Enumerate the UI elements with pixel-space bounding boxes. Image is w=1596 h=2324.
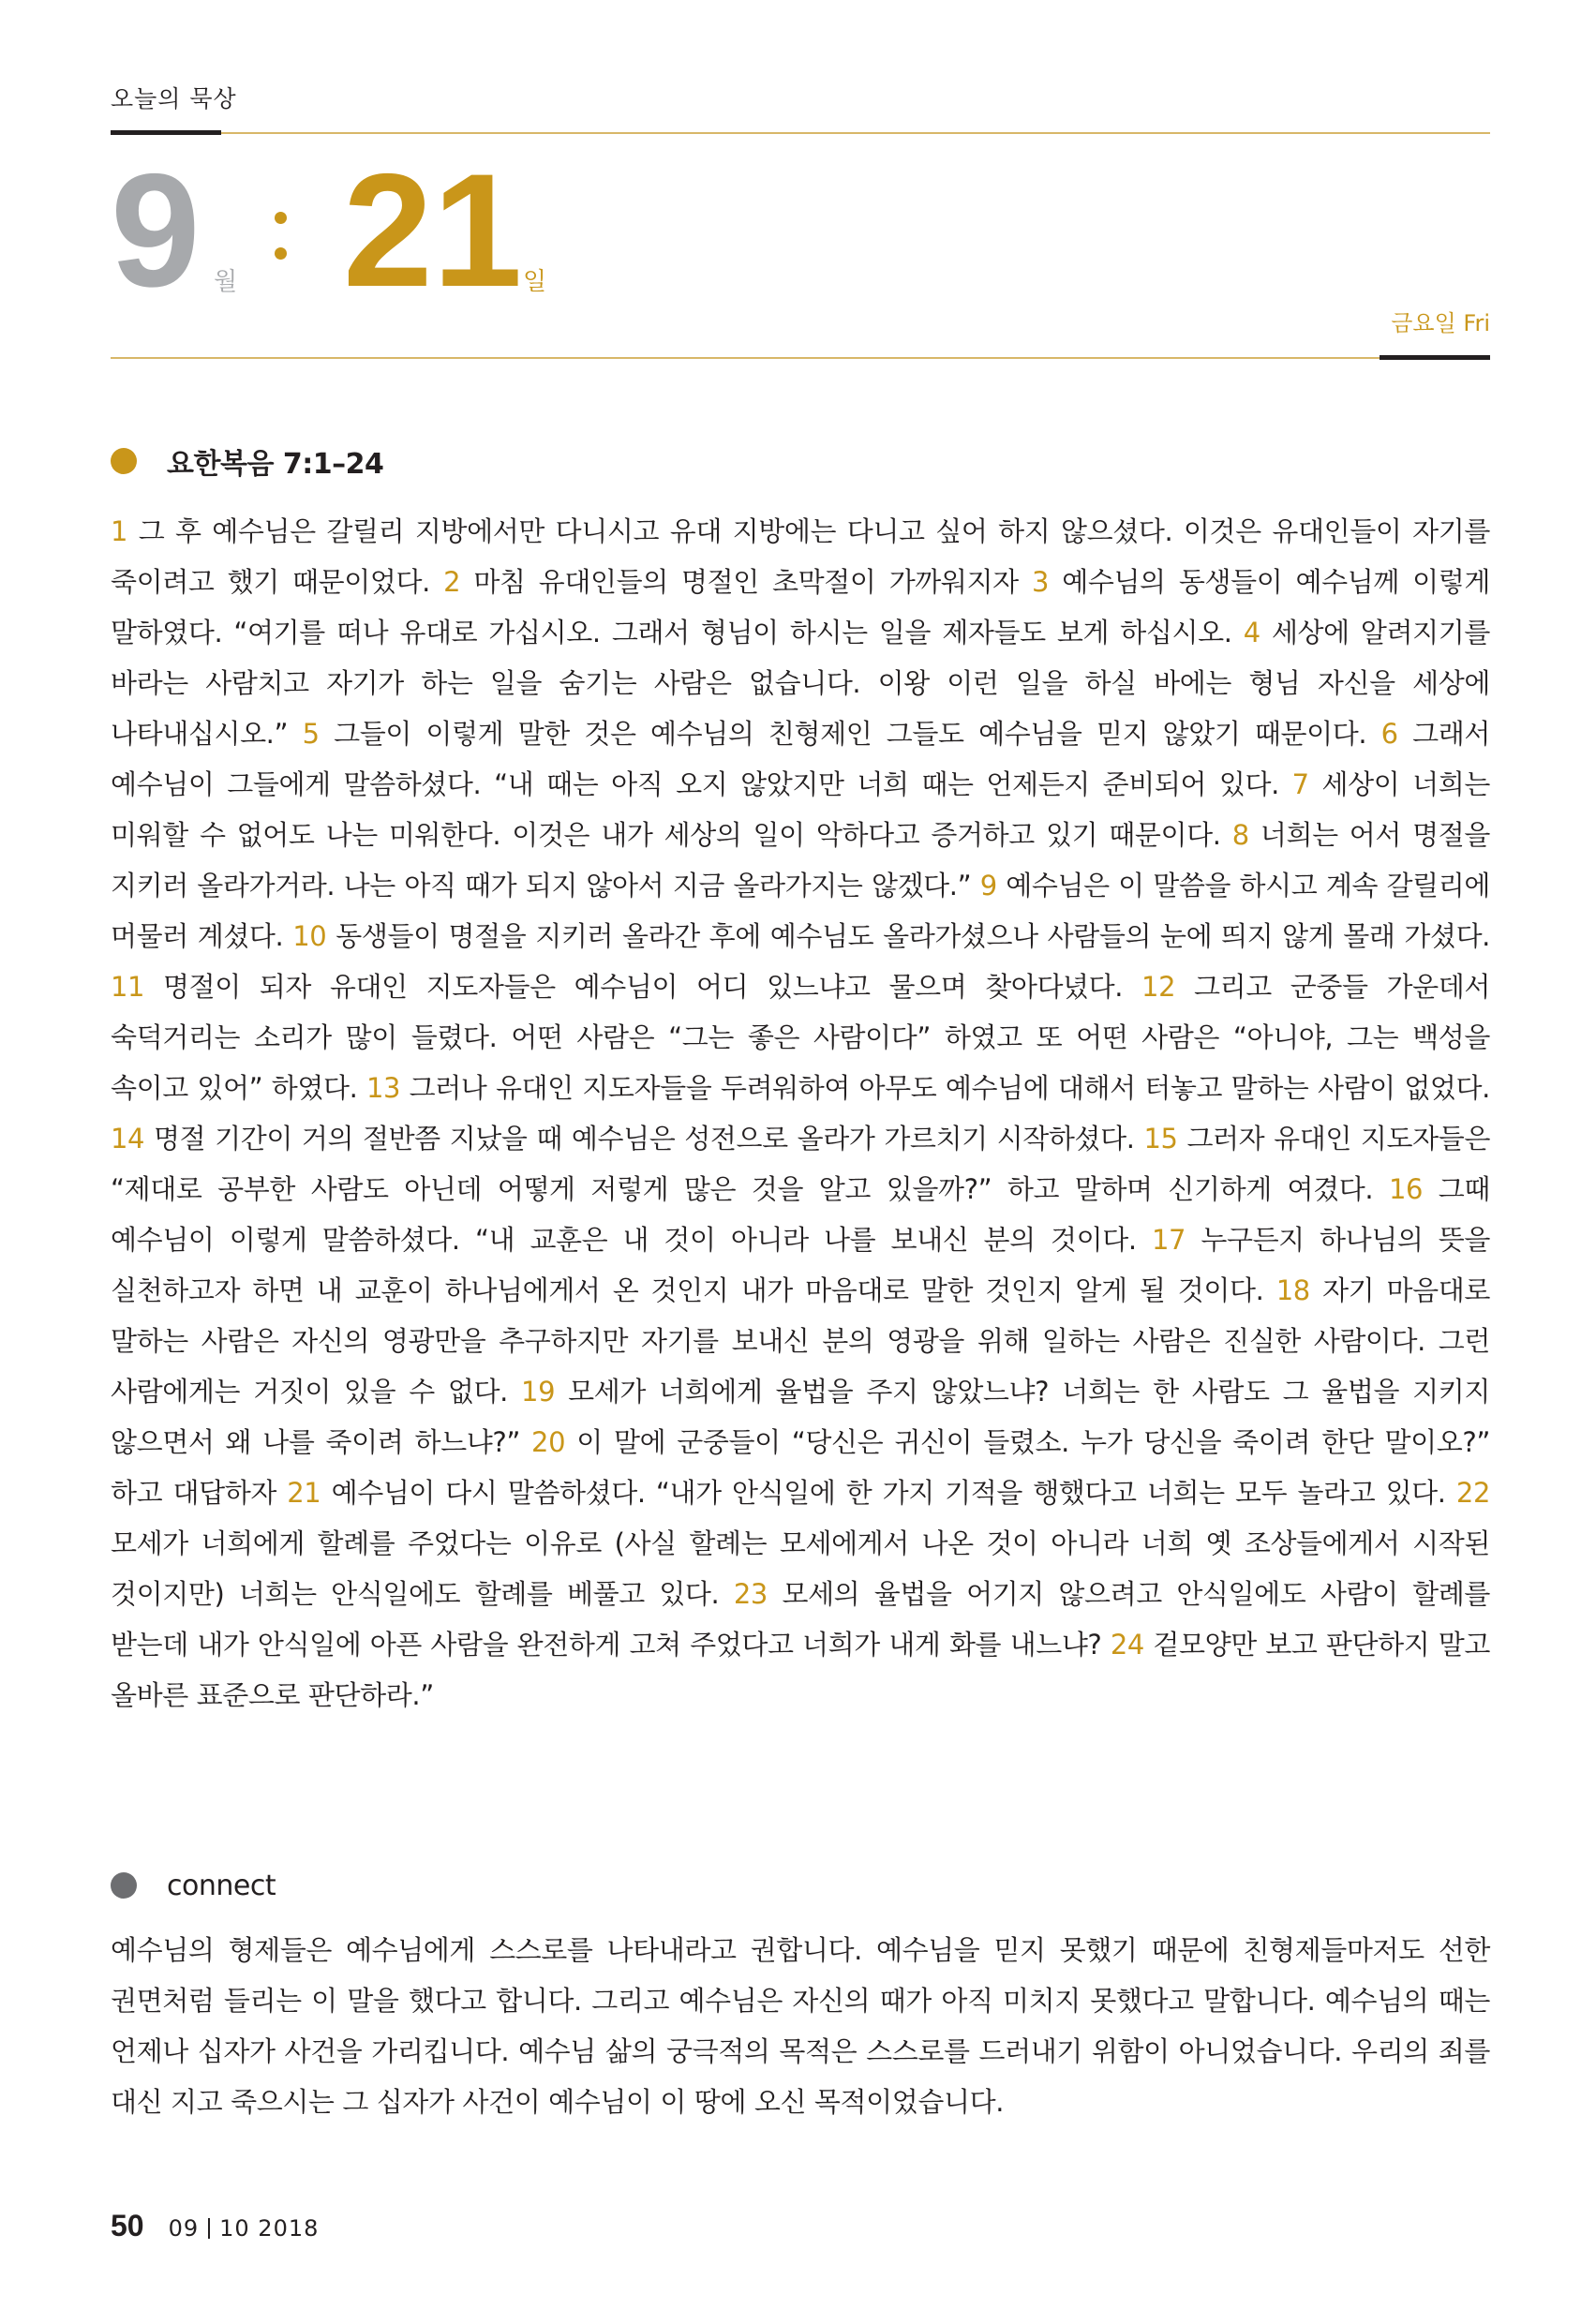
verse-text: 명절이 되자 유대인 지도자들은 예수님이 어디 있느냐고 물으며 찾아다녔다. xyxy=(163,971,1124,1003)
verse-text: 세상이 너희는 미워할 수 없어도 나는 미워한다. 이것은 내가 세상의 일이 악하다고 증거하고 있기 때문이다. xyxy=(111,768,1490,851)
verse-text: 명절 기간이 거의 절반쯤 지났을 때 예수님은 성전으로 올라가 가르치기 시작하셨다. xyxy=(154,1123,1135,1155)
verse-number: 10 xyxy=(292,920,327,952)
verse-text: 그래서 예수님이 그들에게 말씀하셨다. “내 때는 아직 오지 않았지만 너희 때는 언제든지 준비되어 있다. xyxy=(111,718,1491,800)
verse-number: 11 xyxy=(111,971,145,1003)
verse-text: 마침 유대인들의 명절인 초막절이 가까워지자 xyxy=(473,566,1019,598)
day-number: 21 xyxy=(343,141,523,320)
scripture-reference: 요한복음 7:1–24 xyxy=(167,448,384,481)
weekday-label: 금요일 Fri xyxy=(1391,310,1490,336)
verse-text: 자기 마음대로 말하는 사람은 자신의 영광만을 추구하지만 자기를 보내신 분의 영광을 위해 일하는 사람은 진실한 사람이다. 그런 사람에게는 거짓이 있을 수 없다. xyxy=(111,1274,1490,1408)
verse-number: 7 xyxy=(1291,768,1309,800)
verse-number: 5 xyxy=(302,718,320,750)
verse-text: 그들이 이렇게 말한 것은 예수님의 친형제인 그들도 예수님을 믿지 않았기 때문이다. xyxy=(334,718,1367,750)
verse-number: 20 xyxy=(531,1426,566,1458)
verse-text: 동생들이 명절을 지키러 올라간 후에 예수님도 올라가셨으나 사람들의 눈에 띄지 않게 몰래 가셨다. xyxy=(336,920,1490,952)
verse-number: 6 xyxy=(1380,718,1398,750)
verse-text: 예수님이 다시 말씀하셨다. “내가 안식일에 한 가지 기적을 행했다고 너희는 모두 놀라고 있다. xyxy=(331,1477,1446,1509)
issue-separator xyxy=(208,2218,210,2239)
verse-number: 18 xyxy=(1275,1274,1310,1306)
verse-number: 8 xyxy=(1231,819,1249,851)
verse-text: 너희는 어서 명절을 지키러 올라가거라. 나는 아직 때가 되지 않아서 지금 올라가지는 않겠다.” xyxy=(111,819,1490,901)
verse-number: 15 xyxy=(1143,1123,1178,1155)
day-label: 일 xyxy=(523,268,547,296)
verse-number: 2 xyxy=(443,566,461,598)
verse-text: 예수님의 동생들이 예수님께 이렇게 말하였다. “여기를 떠나 유대로 가십시오. 그래서 형님이 하시는 일을 제자들도 보게 하십시오. xyxy=(111,566,1490,648)
verse-text: 그리고 군중들 가운데서 숙덕거리는 소리가 많이 들렸다. 어떤 사람은 “그는 좋은 사람이다” 하였고 또 어떤 사람은 “아니야, 그는 백성을 속이고 있어” 하였다. xyxy=(111,971,1490,1104)
page-number: 50 xyxy=(111,2209,144,2242)
verse-text: 겉모양만 보고 판단하지 말고 올바른 표준으로 판단하라.” xyxy=(111,1629,1491,1711)
verse-number: 13 xyxy=(365,1072,401,1104)
verse-number: 14 xyxy=(111,1123,145,1155)
top-rule-accent xyxy=(111,130,221,135)
month-number: 9 xyxy=(111,141,201,320)
verse-number: 17 xyxy=(1151,1224,1186,1256)
verse-text: 그러나 유대인 지도자들을 두려워하여 아무도 예수님에 대해서 터놓고 말하는 사람이 없었다. xyxy=(409,1072,1490,1104)
verse-text: 예수님은 이 말씀을 하시고 계속 갈릴리에 머물러 계셨다. xyxy=(111,870,1490,952)
verse-text: 그러자 유대인 지도자들은 “제대로 공부한 사람도 아닌데 어떻게 저렇게 많은 것을 알고 있을까?” 하고 말하며 신기하게 여겼다. xyxy=(111,1123,1490,1205)
verse-text: 모세가 너희에게 율법을 주지 않았느냐? 너희는 한 사람도 그 율법을 지키지 않으면서 왜 나를 죽이려 하느냐?” xyxy=(111,1376,1490,1458)
verse-number: 21 xyxy=(287,1477,321,1509)
gold-bullet-icon xyxy=(111,448,137,474)
colon-dot-bottom xyxy=(275,247,287,260)
verse-number: 1 xyxy=(111,515,128,547)
verse-number: 24 xyxy=(1110,1629,1144,1661)
verse-text: 이 말에 군중들이 “당신은 귀신이 들렸소. 누가 당신을 죽이려 한단 말이오?” 하고 대답하자 xyxy=(111,1426,1490,1509)
issue-month: 09 xyxy=(168,2215,200,2242)
bottom-rule xyxy=(111,357,1490,359)
month-label: 월 xyxy=(214,268,238,296)
scripture-heading xyxy=(111,442,383,480)
issue-year: 10 2018 xyxy=(219,2215,320,2242)
section-title: 오늘의 묵상 xyxy=(111,85,237,112)
connect-text: 예수님의 형제들은 예수님에게 스스로를 나타내라고 권합니다. 예수님을 믿지 못했기 때문에 친형제들마저도 선한 권면처럼 들리는 이 말을 했다고 합니다. 그리고 예수님은 자신의 때가 아직 미치지 못했다고 말합니다. 예수님의 때는 언제나 십자가 사건을 가리킵니다. 예수님 삶의 궁극적의 목적은 스스로를 드러내기 위함이 아니었습니다. 우리의 죄를 대신 지고 죽으시는 그 십자가 사건이 예수님이 이 땅에 오신 목적이었습니다. xyxy=(111,1934,1490,2118)
verse-text: 누구든지 하나님의 뜻을 실천하고자 하면 내 교훈이 하나님에게서 온 것인지 내가 마음대로 말한 것인지 알게 될 것이다. xyxy=(111,1224,1490,1306)
gray-bullet-icon xyxy=(111,1872,137,1899)
issue-date xyxy=(169,2215,320,2242)
date-display xyxy=(111,141,1490,320)
verse-text: 모세가 너희에게 할례를 주었다는 이유로 (사실 할례는 모세에게서 나온 것이 아니라 너희 옛 조상들에게서 시작된 것이지만) 너희는 안식일에도 할례를 베풀고 있다. xyxy=(111,1527,1490,1610)
verse-number: 4 xyxy=(1243,617,1260,648)
verse-text: 그 후 예수님은 갈릴리 지방에서만 다니시고 유대 지방에는 다니고 싶어 하지 않으셨다. 이것은 유대인들이 자기를 죽이려고 했기 때문이었다. xyxy=(111,515,1490,598)
verse-number: 12 xyxy=(1141,971,1176,1003)
connect-title: connect xyxy=(167,1869,276,1902)
verse-text: 그때 예수님이 이렇게 말씀하셨다. “내 교훈은 내 것이 아니라 나를 보내신 분의 것이다. xyxy=(111,1173,1490,1256)
verse-text: 모세의 율법을 어기지 않으려고 안식일에도 사람이 할례를 받는데 내가 안식일에 아픈 사람을 완전하게 고쳐 주었다고 너희가 내게 화를 내느냐? xyxy=(111,1578,1491,1661)
verse-number: 9 xyxy=(979,870,997,901)
verse-number: 23 xyxy=(733,1578,768,1610)
colon-dot-top xyxy=(275,212,287,224)
top-rule xyxy=(111,132,1490,134)
verse-number: 3 xyxy=(1031,566,1050,598)
connect-heading xyxy=(111,1867,276,1904)
bottom-rule-accent xyxy=(1380,355,1490,360)
verse-number: 22 xyxy=(1455,1477,1490,1509)
verse-text: 세상에 알려지기를 바라는 사람치고 자기가 하는 일을 숨기는 사람은 없습니다. 이왕 이런 일을 하실 바에는 형님 자신을 세상에 나타내십시오.” xyxy=(111,617,1491,750)
verse-number: 19 xyxy=(521,1376,556,1408)
page-footer xyxy=(111,2209,319,2243)
verse-number: 16 xyxy=(1388,1173,1424,1205)
scripture-text xyxy=(111,506,1490,1721)
